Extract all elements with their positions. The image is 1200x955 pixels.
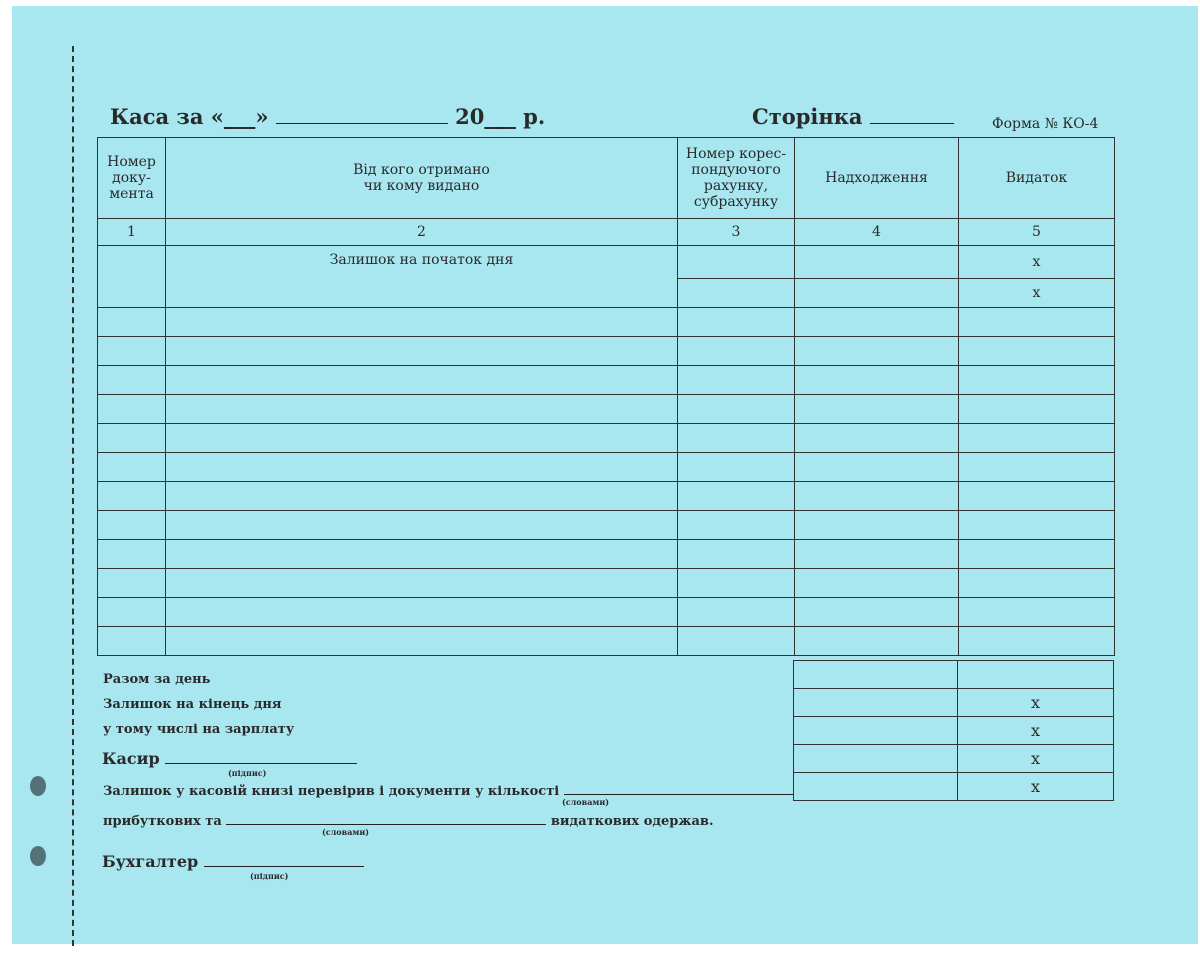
in-words-hint: (словами) (322, 827, 370, 837)
table-row (98, 395, 1115, 424)
day-total-row (794, 661, 1114, 689)
day-total-label: Разом за день (103, 672, 211, 687)
accountant-label: Бухгалтер (102, 852, 364, 871)
column-number: 5 (959, 219, 1115, 246)
account-cell[interactable] (678, 279, 795, 308)
salary-row (794, 717, 1114, 745)
expense-x-mark: х (959, 279, 1115, 308)
doc-number-cell[interactable] (98, 246, 166, 308)
column-number: 4 (795, 219, 959, 246)
income-total-cell[interactable] (794, 773, 958, 801)
column-number-row (98, 219, 1115, 246)
account-cell[interactable] (678, 246, 795, 279)
income-total-cell[interactable] (794, 689, 958, 717)
extra-row (794, 745, 1114, 773)
cashier-label: Касир (102, 749, 357, 768)
form-number: Форма № КО-4 (992, 116, 1099, 132)
table-row (98, 598, 1115, 627)
table-row (98, 453, 1115, 482)
col-header-counterparty: Від кого отримано чи кому видано (166, 138, 678, 219)
table-row (98, 337, 1115, 366)
x-mark: х (958, 689, 1114, 717)
col-header-account: Номер корес-пондуючого рахунку, субрахунку (678, 138, 795, 219)
column-number: 3 (678, 219, 795, 246)
incoming-text-line: прибуткових та видаткових одержав. (103, 814, 714, 829)
table-row (98, 366, 1115, 395)
table-row (98, 627, 1115, 656)
income-total-cell[interactable] (794, 745, 958, 773)
perforation-line (72, 46, 74, 946)
signature-hint: (підпис) (250, 871, 289, 881)
cashier-signature-line[interactable] (165, 749, 357, 764)
page-number-blank[interactable] (870, 105, 954, 124)
income-cell[interactable] (795, 246, 959, 279)
x-mark: х (958, 745, 1114, 773)
document-count-line[interactable] (564, 782, 794, 795)
opening-balance-label: Залишок на початок дня (166, 246, 678, 308)
date-month-blank[interactable] (276, 105, 448, 124)
cash-ledger-table (97, 137, 1115, 656)
income-total-cell[interactable] (794, 661, 958, 689)
column-number: 1 (98, 219, 166, 246)
x-mark: х (958, 773, 1114, 801)
table-row (98, 569, 1115, 598)
table-row (98, 540, 1115, 569)
col-header-income: Надходження (795, 138, 959, 219)
closing-balance-label: Залишок на кінець дня (103, 697, 282, 712)
cash-date-heading: Каса за «___» 20___ р. (110, 104, 546, 129)
table-row (98, 308, 1115, 337)
totals-table (793, 660, 1114, 801)
column-number: 2 (166, 219, 678, 246)
signature-hint: (підпис) (228, 768, 267, 778)
x-mark: х (958, 717, 1114, 745)
table-row (98, 511, 1115, 540)
income-total-cell[interactable] (794, 717, 958, 745)
col-header-doc-number: Номер доку-мента (98, 138, 166, 219)
extra-row (794, 773, 1114, 801)
opening-balance-row (98, 246, 1115, 279)
in-words-hint: (словами) (562, 797, 610, 807)
expense-x-mark: х (959, 246, 1115, 279)
income-cell[interactable] (795, 279, 959, 308)
col-header-expense: Видаток (959, 138, 1115, 219)
accountant-signature-line[interactable] (204, 852, 364, 867)
expense-total-cell[interactable] (958, 661, 1114, 689)
closing-balance-row (794, 689, 1114, 717)
page-number-heading: Сторінка (752, 104, 954, 129)
table-row (98, 424, 1115, 453)
table-row (98, 482, 1115, 511)
salary-label: у тому числі на зарплату (103, 722, 295, 737)
verified-text: Залишок у касовій книзі перевірив і документи у кількості (103, 782, 794, 799)
incoming-count-line[interactable] (226, 812, 546, 825)
binding-hole (30, 846, 46, 866)
header-row (98, 138, 1115, 219)
binding-hole (30, 776, 46, 796)
